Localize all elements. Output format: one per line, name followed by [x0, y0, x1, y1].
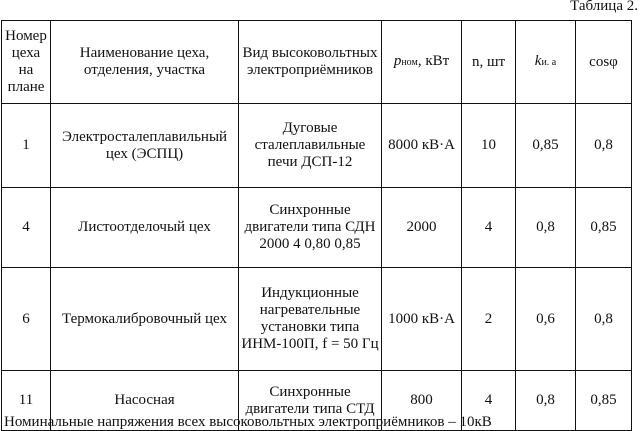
- cell-plan-number: 6: [2, 268, 51, 371]
- cell-receiver-type: Индукционные нагревательные установки типа ИНМ-100П, f = 50 Гц: [239, 268, 382, 371]
- cell-cos-phi: 0,85: [576, 188, 632, 268]
- receivers-table: [1, 20, 632, 431]
- cell-workshop-name: Электросталеплавильный цех (ЭСПЦ): [51, 104, 239, 188]
- cell-cos-phi: 0,8: [576, 268, 632, 371]
- power-subscript: ном: [401, 57, 418, 68]
- table-caption: Таблица 2.: [570, 0, 638, 14]
- ku-symbol: k: [534, 53, 542, 69]
- header-receiver-type: Вид высоковольтных электроприёмников: [239, 21, 382, 104]
- header-cos-phi: cosφ: [576, 21, 632, 104]
- cell-rated-power: 8000 кВ·А: [382, 104, 462, 188]
- cell-cos-phi: 0,8: [576, 104, 632, 188]
- cell-plan-number: 4: [2, 188, 51, 268]
- cell-utilization-factor: 0,8: [516, 371, 576, 431]
- cell-cos-phi: 0,85: [576, 371, 632, 431]
- header-count: n, шт: [462, 21, 516, 104]
- cell-count: 4: [462, 188, 516, 268]
- ku-subscript: и. а: [541, 57, 557, 68]
- power-unit: , кВт: [417, 53, 450, 69]
- cell-rated-power: 800: [382, 371, 462, 431]
- header-workshop-name: Наименование цеха, отделения, участка: [51, 21, 239, 104]
- table-row: [2, 268, 632, 371]
- cell-count: 10: [462, 104, 516, 188]
- cell-plan-number: 11: [2, 371, 51, 431]
- cell-receiver-type: Дуговые сталеплавильные печи ДСП-12: [239, 104, 382, 188]
- cell-workshop-name: Насосная: [51, 371, 239, 431]
- power-symbol: p: [393, 53, 402, 69]
- footnote: Номинальные напряжения всех высоковольтных электроприёмников – 10кВ: [4, 414, 492, 430]
- cell-receiver-type: Синхронные двигатели типа СДН 2000 4 0,80 0,85: [239, 188, 382, 268]
- table-row: [2, 104, 632, 188]
- cell-workshop-name: Термокалибровочный цех: [51, 268, 239, 371]
- cell-utilization-factor: 0,6: [516, 268, 576, 371]
- cell-receiver-type: Синхронные двигатели типа СТД: [239, 371, 382, 431]
- header-utilization-factor: [516, 21, 576, 104]
- cell-count: 2: [462, 268, 516, 371]
- header-rated-power: [382, 21, 462, 104]
- cell-plan-number: 1: [2, 104, 51, 188]
- table-row: [2, 188, 632, 268]
- cell-count: 4: [462, 371, 516, 431]
- cell-utilization-factor: 0,85: [516, 104, 576, 188]
- cell-utilization-factor: 0,8: [516, 188, 576, 268]
- header-plan-number: Номер цеха на плане: [2, 21, 51, 104]
- cell-rated-power: 2000: [382, 188, 462, 268]
- cell-rated-power: 1000 кВ·А: [382, 268, 462, 371]
- cell-workshop-name: Листоотделочый цех: [51, 188, 239, 268]
- header-row: [2, 21, 632, 104]
